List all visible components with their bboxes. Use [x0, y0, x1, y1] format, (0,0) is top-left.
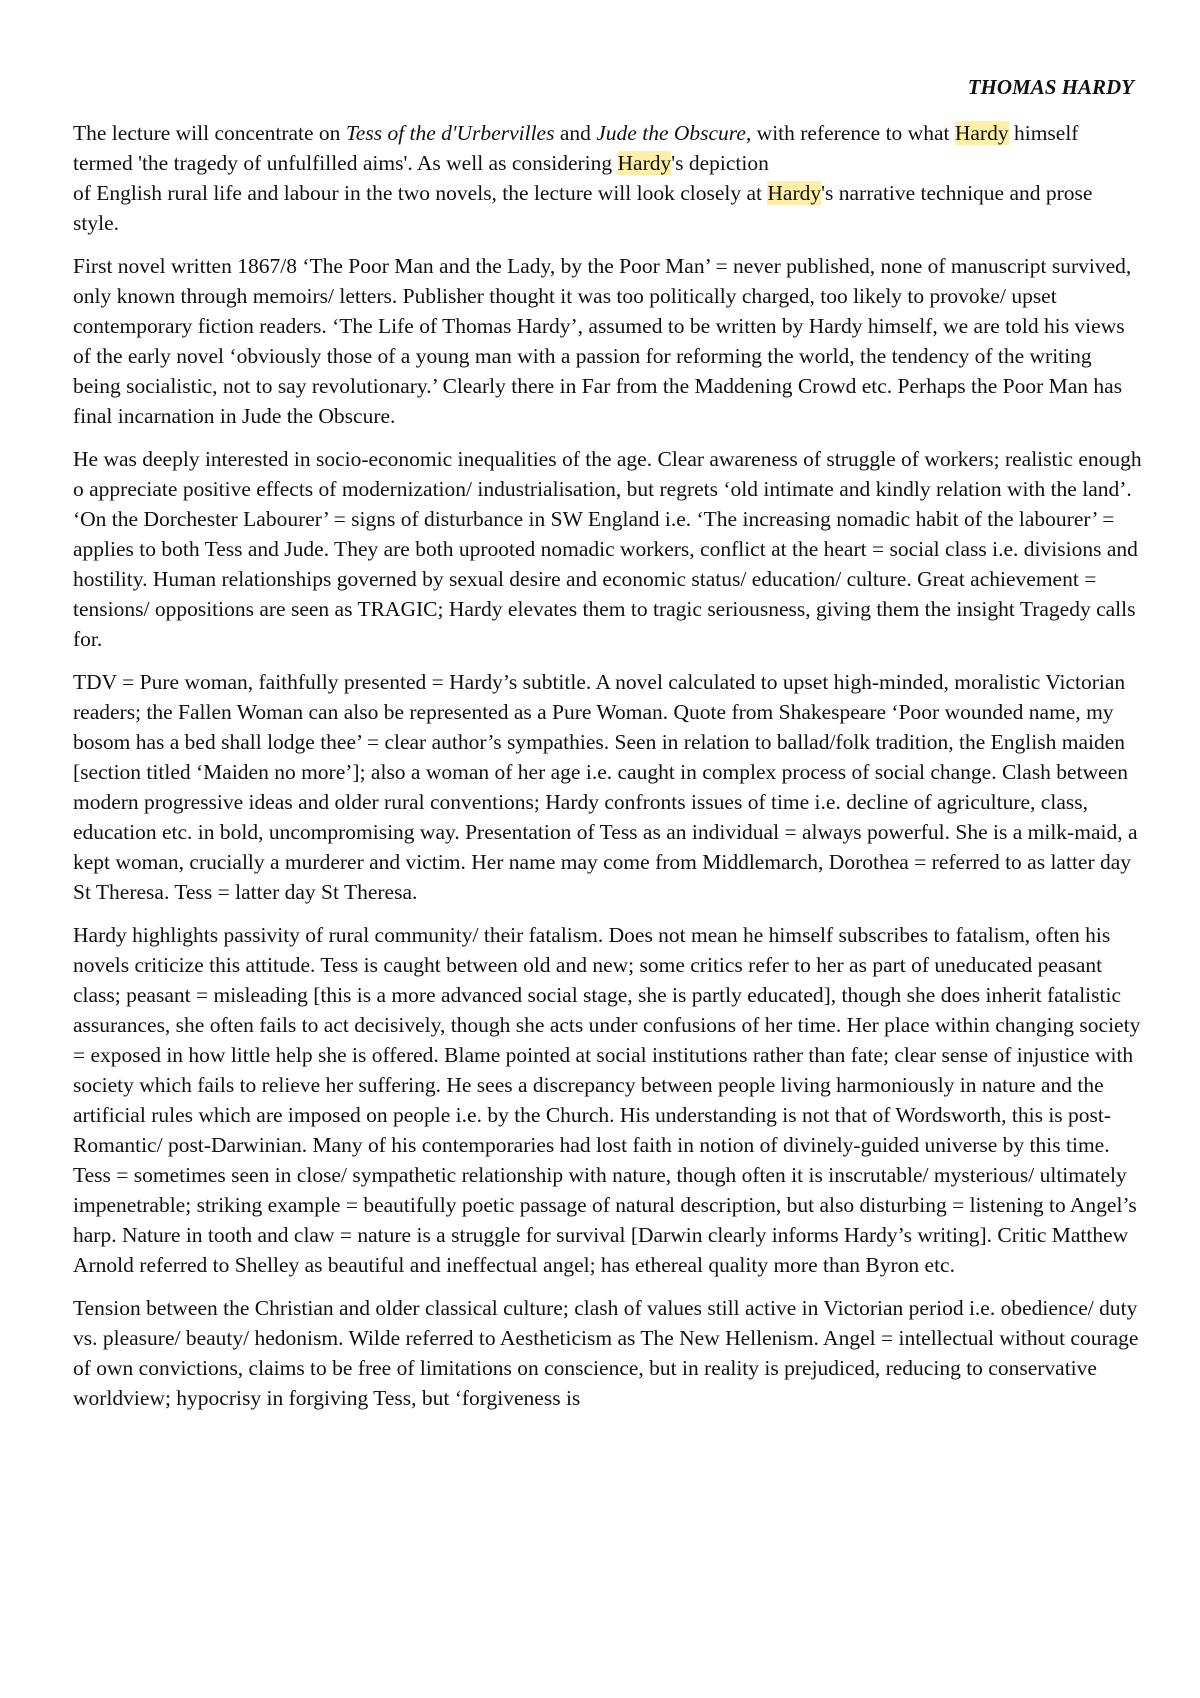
- intro-and: and: [554, 121, 597, 145]
- intro-text-4: 's depiction: [671, 151, 769, 175]
- intro-paragraph: [73, 118, 1143, 238]
- document-body: [73, 118, 1143, 1426]
- paragraph-tension: Tension between the Christian and older classical culture; clash of values still active in Victorian period i.e. obedience/ duty vs. pleasure/ beauty/ hedonism. Wilde referred to Aestheticism as The New Hellenism. Angel = intellectual without courage of own convictions, claims to be free of limitations on conscience, but in reality is prejudiced, reducing to conservative worldview; hypocrisy in forgiving Tess, but ‘forgiveness is: [73, 1296, 1139, 1410]
- paragraph-tdv: TDV = Pure woman, faithfully presented = Hardy’s subtitle. A novel calculated to upset high-minded, moralistic Victorian readers; the Fallen Woman can also be represented as a Pure Woman. Quote from Shakespeare ‘Poor wounded name, my bosom has a bed shall lodge thee’ = clear author’s sympathies. Seen in relation to ballad/folk tradition, the English maiden [section titled ‘Maiden no more’]; also a woman of her age i.e. caught in complex process of social change. Clash between modern progressive ideas and older rural conventions; Hardy confronts issues of time i.e. decline of agriculture, class, education etc. in bold, uncompromising way. Presentation of Tess as an individual = always powerful. She is a milk-maid, a kept woman, crucially a murderer and victim. Her name may come from Middlemarch, Dorothea = referred to as latter day St Theresa. Tess = latter day St Theresa.: [73, 670, 1138, 904]
- jude-title: Jude the Obscure: [596, 121, 746, 145]
- paragraph-socio-economic: He was deeply interested in socio-economic inequalities of the age. Clear awareness of struggle of workers; realistic enough o appreciate positive effects of modernization/ industrialisation, but regrets ‘old intimate and kindly relation with the land’. ‘On the Dorchester Labourer’ = signs of disturbance in SW England i.e. ‘The increasing nomadic habit of the labourer’ = applies to both Tess and Jude. They are both uprooted nomadic workers, conflict at the heart = social class i.e. divisions and hostility. Human relationships governed by sexual desire and economic status/ education/ culture. Great achievement = tensions/ oppositions are seen as TRAGIC; Hardy elevates them to tragic seriousness, giving them the insight Tragedy calls for.: [73, 447, 1142, 651]
- intro-text-5: of English rural life and labour in the two novels, the lecture will look closely at: [73, 181, 768, 205]
- intro-text-6: 's narrative technique and prose style.: [73, 181, 1093, 235]
- search-highlight: Hardy: [617, 151, 672, 175]
- search-highlight: Hardy: [767, 181, 822, 205]
- search-highlight: Hardy: [954, 121, 1009, 145]
- document-title: THOMAS HARDY: [967, 75, 1134, 99]
- paragraph-fatalism: Hardy highlights passivity of rural community/ their fatalism. Does not mean he himself subscribes to fatalism, often his novels criticize this attitude. Tess is caught between old and new; some critics refer to her as part of uneducated peasant class; peasant = misleading [this is a more advanced social stage, she is partly educated], though she does inherit fatalistic assurances, she often fails to act decisively, though she acts under confusions of her time. Her place within changing society = exposed in how little help she is offered. Blame pointed at social institutions rather than fate; clear sense of injustice with society which fails to relieve her suffering. He sees a discrepancy between people living harmoniously in nature and the artificial rules which are imposed on people i.e. by the Church. His understanding is not that of Wordsworth, this is post-Romantic/ post-Darwinian. Many of his contemporaries had lost faith in notion of divinely-guided universe by this time. Tess = sometimes seen in close/ sympathetic relationship with nature, though often it is inscrutable/ mysterious/ ultimately impenetrable; striking example = beautifully poetic passage of natural description, but also disturbing = listening to Angel’s harp. Nature in tooth and claw = nature is a struggle for survival [Darwin clearly informs Hardy’s writing]. Critic Matthew Arnold referred to Shelley as beautiful and ineffectual angel; has ethereal quality more than Byron etc.: [73, 923, 1141, 1277]
- intro-text-1: The lecture will concentrate on: [73, 121, 346, 145]
- intro-text-3: himself termed 'the tragedy of unfulfilled aims'. As well as considering: [73, 121, 1079, 175]
- tess-title: Tess of the d'Urbervilles: [345, 121, 555, 145]
- intro-text-2: , with reference to what: [745, 121, 955, 145]
- paragraph-first-novel: First novel written 1867/8 ‘The Poor Man and the Lady, by the Poor Man’ = never published, none of manuscript survived, only known through memoirs/ letters. Publisher thought it was too politically charged, too likely to provoke/ upset contemporary fiction readers. ‘The Life of Thomas Hardy’, assumed to be written by Hardy himself, we are told his views of the early novel ‘obviously those of a young man with a passion for reforming the world, the tendency of the writing being socialistic, not to say revolutionary.’ Clearly there in Far from the Maddening Crowd etc. Perhaps the Poor Man has final incarnation in Jude the Obscure.: [73, 254, 1132, 428]
